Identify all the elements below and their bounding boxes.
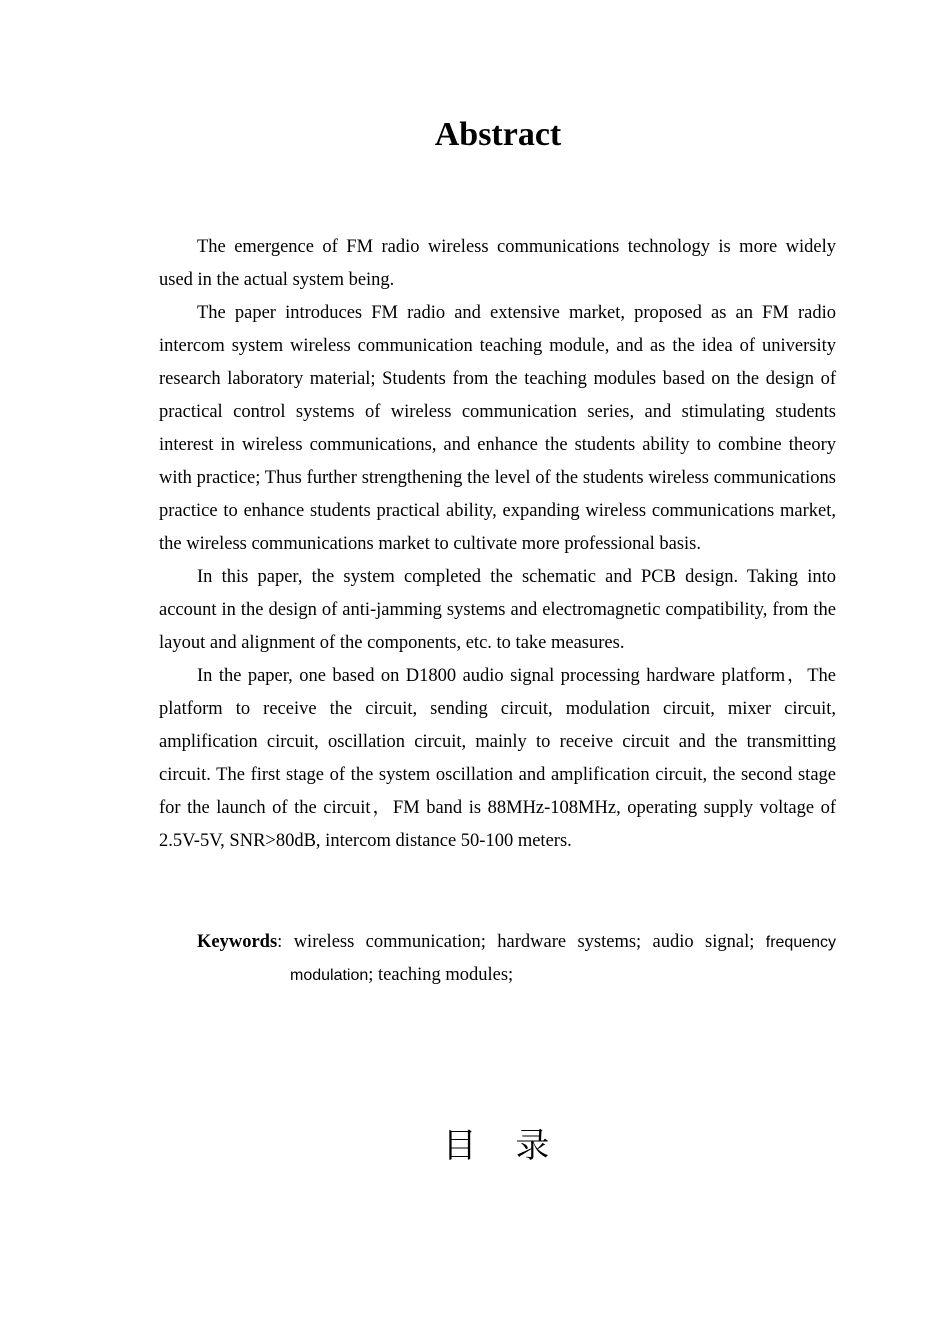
- keywords-line-1: [159, 926, 836, 959]
- abstract-title: Abstract: [434, 116, 562, 153]
- keywords-list-part-3: modulation: [290, 967, 369, 984]
- abstract-paragraph-2: The paper introduces FM radio and extensive market, proposed as an FM radio intercom system wireless communication teaching module, and as the idea of university research laboratory material; Students from the teaching modules based on the design of practical control systems of wireless communication series, and stimulating students interest in wireless communications, and enhance the students ability to combine theory with practice; Thus further strengthening the level of the students wireless communications practice to enhance students practical ability, expanding wireless communications market, the wireless communications market to cultivate more professional basis.: [159, 303, 836, 554]
- abstract-paragraph-4: In the paper, one based on D1800 audio signal processing hardware platform，The platform to receive the circuit, sending circuit, modulation circuit, mixer circuit, amplification circuit, oscillation circuit, mainly to receive circuit and the transmitting circuit. The first stage of the system oscillation and amplification circuit, the second stage for the launch of the circuit，FM band is 88MHz-108MHz, operating supply voltage of 2.5V-5V, SNR>80dB, intercom distance 50-100 meters.: [159, 666, 836, 851]
- abstract-body: [159, 231, 836, 858]
- keywords-list-part-1: wireless communication; hardware systems; audio signal;: [293, 932, 755, 952]
- keywords-list-part-4: ; teaching modules;: [368, 965, 514, 985]
- toc-title: 目 录: [442, 1126, 554, 1166]
- abstract-paragraph-3: In this paper, the system completed the schematic and PCB design. Taking into account in the design of anti-jamming systems and electromagnetic compatibility, from the layout and alignment of the components, etc. to take measures.: [159, 567, 836, 653]
- keywords-section: [159, 926, 836, 992]
- abstract-paragraph-1: The emergence of FM radio wireless communications technology is more widely used in the actual system being.: [159, 237, 836, 290]
- keywords-label: Keywords: [197, 932, 278, 952]
- keywords-list-part-2: frequency: [765, 934, 837, 951]
- keywords-line-2: [159, 959, 836, 992]
- keywords-separator: :: [277, 932, 283, 952]
